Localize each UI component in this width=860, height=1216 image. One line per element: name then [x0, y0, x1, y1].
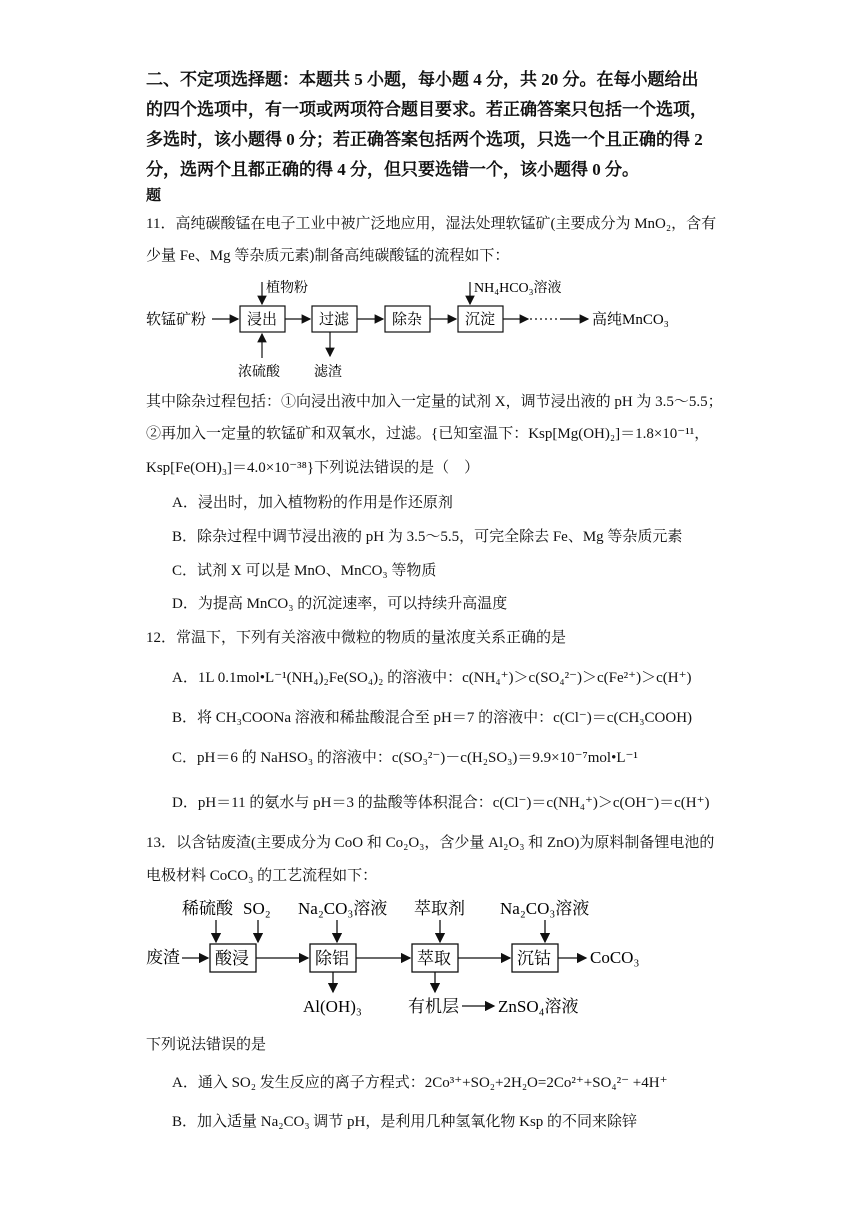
- flow-output-label: ZnSO₄溶液: [498, 997, 579, 1016]
- q11-option-c: C．试剂 X 可以是 MnO、MnCO₃ 等物质: [172, 563, 437, 579]
- flow-box-label: 过滤: [319, 312, 350, 328]
- flow-input-label: SO₂: [243, 899, 271, 918]
- q12-option-d: D．pH＝11 的氨水与 pH＝3 的盐酸等体积混合：c(Cl⁻)＝c(NH₄⁺)＞c(OH⁻)＝c(H⁺): [172, 795, 710, 811]
- q13-option-a: A．通入 SO₂ 发生反应的离子方程式：2Co³⁺+SO₂+2H₂O=2Co²⁺+SO₄²⁻ +4H⁺: [172, 1075, 668, 1091]
- flow-box-label: 沉钴: [517, 949, 551, 968]
- q12-stem: 12．常温下，下列有关溶液中微粒的物质的量浓度关系正确的是: [146, 630, 567, 646]
- q13-option-b: B．加入适量 Na₂CO₃ 调节 pH，是利用几种氢氧化物 Ksp 的不同来除锌: [172, 1114, 638, 1130]
- flow-input-label: 萃取剂: [414, 899, 465, 918]
- q13-stem: 电极材料 CoCO₃ 的工艺流程如下：: [146, 868, 378, 884]
- flow-end-label: CoCO₃: [590, 948, 640, 967]
- section-header-line: 二、不定项选择题：本题共 5 小题，每小题 4 分，共 20 分。在每小题给出: [146, 70, 699, 89]
- flow-input-label: Na₂CO₃溶液: [298, 899, 388, 918]
- section-header-line: 分，选两个且都正确的得 4 分，但只要选错一个，该小题得 0 分。: [146, 160, 639, 179]
- q11-desc: Ksp[Fe(OH)₃]＝4.0×10⁻³⁸}下列说法错误的是（ ）: [146, 460, 480, 476]
- flow-start-label: 软锰矿粉: [146, 312, 207, 328]
- q13-ask: 下列说法错误的是: [146, 1037, 267, 1053]
- flow-box-label: 除铝: [315, 949, 349, 968]
- flow-box-label: 浸出: [247, 312, 278, 328]
- q13-stem: 13．以含钴废渣(主要成分为 CoO 和 Co₂O₃，含少量 Al₂O₃ 和 ZnO)为原料制备锂电池的: [146, 835, 715, 851]
- q11-option-a: A．浸出时，加入植物粉的作用是作还原剂: [172, 495, 453, 511]
- flow-box-label: 酸浸: [215, 949, 249, 968]
- flow-output-label: 有机层: [408, 997, 459, 1016]
- q11-flowchart: [0, 272, 860, 387]
- q13-flowchart: [0, 892, 860, 1027]
- flow-input-label: 浓硫酸: [238, 365, 280, 380]
- section-header-line: 题: [146, 188, 162, 204]
- section-header-line: 多选时，该小题得 0 分；若正确答案包括两个选项，只选一个且正确的得 2: [146, 130, 703, 149]
- flow-input-label: 植物粉: [266, 281, 308, 296]
- section-header-line: 的四个选项中，有一项或两项符合题目要求。若正确答案只包括一个选项，: [146, 100, 707, 119]
- q12-option-b: B．将 CH₃COONa 溶液和稀盐酸混合至 pH＝7 的溶液中：c(Cl⁻)＝c(CH₃COOH): [172, 710, 693, 726]
- flow-box-label: 沉淀: [465, 312, 496, 328]
- flow-input-label: Na₂CO₃溶液: [500, 899, 590, 918]
- flow-input-label: NH₄HCO₃溶液: [474, 281, 562, 296]
- q11-option-b: B．除杂过程中调节浸出液的 pH 为 3.5～5.5，可完全除去 Fe、Mg 等杂质元素: [172, 529, 683, 545]
- q12-option-c: C．pH＝6 的 NaHSO₃ 的溶液中：c(SO₃²⁻)－c(H₂SO₃)＝9.9×10⁻⁷mol•L⁻¹: [172, 750, 638, 766]
- flow-output-label: Al(OH)₃: [303, 997, 362, 1016]
- flow-box-label: 萃取: [417, 949, 451, 968]
- flow-box-label: 除杂: [392, 312, 423, 328]
- q11-stem: 11．高纯碳酸锰在电子工业中被广泛地应用，湿法处理软锰矿(主要成分为 MnO₂，含有: [146, 216, 717, 232]
- q11-option-d: D．为提高 MnCO₃ 的沉淀速率，可以持续升高温度: [172, 596, 508, 612]
- flow-end-label: 高纯MnCO₃: [592, 312, 669, 328]
- flow-output-label: 滤渣: [314, 365, 342, 380]
- q11-stem: 少量 Fe、Mg 等杂质元素)制备高纯碳酸锰的流程如下：: [146, 248, 510, 264]
- flow-input-label: 稀硫酸: [182, 899, 233, 918]
- flow-start-label: 废渣: [146, 948, 180, 967]
- q11-desc: 其中除杂过程包括：①向浸出液中加入一定量的试剂 X，调节浸出液的 pH 为 3.5～5.5；: [146, 394, 723, 410]
- q11-desc: ②再加入一定量的软锰矿和双氧水，过滤。{已知室温下：Ksp[Mg(OH)₂]＝1.8×10⁻¹¹，: [146, 426, 710, 442]
- q12-option-a: A．1L 0.1mol•L⁻¹(NH₄)₂Fe(SO₄)₂ 的溶液中：c(NH₄⁺)＞c(SO₄²⁻)＞c(Fe²⁺)＞c(H⁺): [172, 670, 692, 686]
